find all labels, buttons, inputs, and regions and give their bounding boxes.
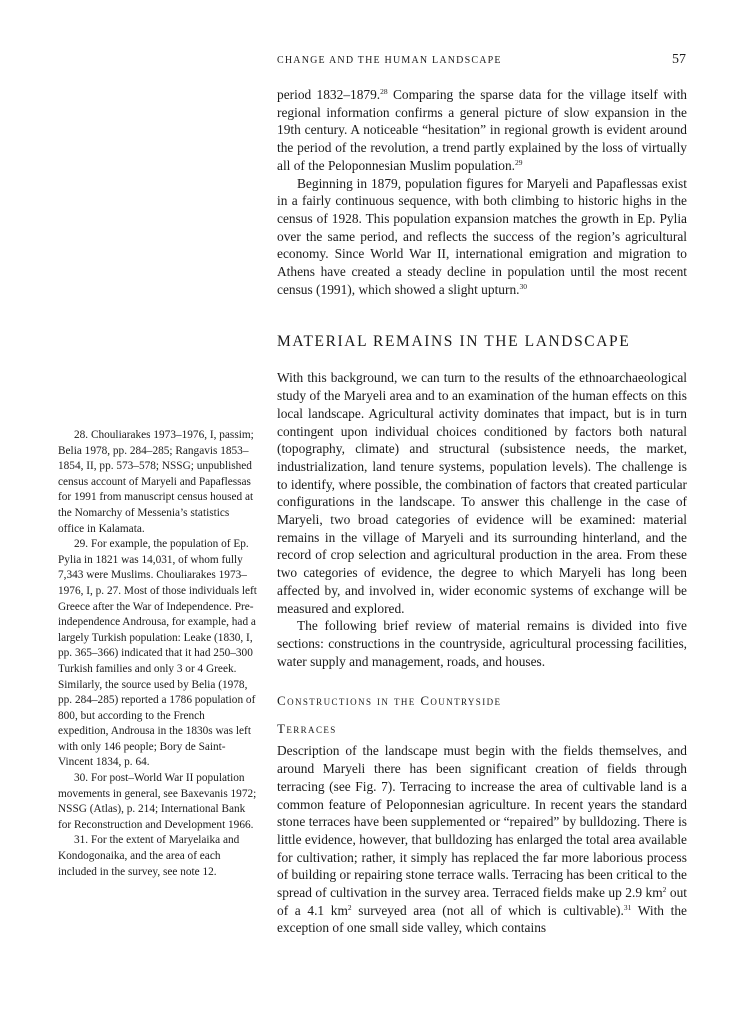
footnote-29: 29. For example, the population of Ep. Pylia in 1821 was 14,031, of whom fully 7,343 were Muslims. Chouliarakes 1973–1976, I, p. 27. Most of those individuals left Greece after the War of Independence. Pre-independence Androusa, for example, had a largely Turkish population: Leake (1830, I, pp. 365–366) indicated that it had 250–300 Turkish families and only 3 or 4 Greek. Similarly, the source used by Belia (1978, pp. 284–285) reported a 1786 population of 800, but according to the French expedition, Androusa in the 1830s was left with only 146 people; Bory de Saint-Vincent 1834, p. 64. <box>58 538 257 769</box>
note-ref-30[interactable]: 30 <box>519 281 527 291</box>
running-head: CHANGE AND THE HUMAN LANDSCAPE <box>277 55 502 66</box>
subsection-heading: Constructions in the Countryside <box>277 693 502 709</box>
paragraph-1: period 1832–1879.28 Comparing the sparse data for the village itself with regional information confirms a general picture of slow expansion in the 19th century. A noticeable “hesitation” in regional growth is evident around the period of the revolution, a trend partly explained by the loss of virtually all of the Peloponnesian Muslim population.$^{29}$ <box>277 87 687 173</box>
paragraph-2: Beginning in 1879, population figures for Maryeli and Papaflessas exist in a fairly continuous sequence, with both climbing to historic highs in the census of 1928. This population expansion matches the growth in Ep. Pylia over the same period, and reflects the success of the region’s agricultural economy. Since World War II, international emigration and migration to Athens have created a steady decline in population until the most recent census (1991), which showed a slight upturn.$^{30}$ <box>277 175 687 297</box>
page-number: 57 <box>672 52 686 67</box>
side-notes <box>58 428 258 880</box>
note-ref-31[interactable]: 31 <box>623 902 632 912</box>
note-ref-29[interactable]: 29 <box>515 157 523 167</box>
subsubsection-heading: Terraces <box>277 721 337 737</box>
note-ref-28[interactable]: 28 <box>380 87 388 96</box>
paragraph-4: The following brief review of material remains is divided into five sections: constructions in the countryside, agricultural processing facilities, water supply and management, roads, and houses. <box>277 618 687 669</box>
paragraph-5: Description of the landscape must begin with the fields themselves, and around Maryeli there has been significant creation of fields through terracing (see Fig. 7). Terracing to increase the area of cultivable land is a common feature of Peloponnesian agriculture. In recent years the standard stone terraces have been supplemented or “repaired” by bulldozing. There is little evidence, however, that bulldozing has enlarged the total area available for cultivation; rather, it simply has replaced the far more laborious process of building or repairing stone terrace walls. Terracing has been critical to the spread of cultivation in the survey area. Terraced fields make up 2.9 $km^2$ out of a 4.1 $km^2$ surveyed area (not all of which is cultivable).$^{31}$ With the exception of one small side valley, which contains <box>277 743 687 936</box>
footnote-28: 28. Chouliarakes 1973–1976, I, passim; Belia 1978, pp. 284–285; Rangavis 1853–1854, II, pp. 573–578; NSSG; unpublished census account of Maryeli and Papaflessas for 1991 from manuscript census housed at the Nomarchy of Messenia’s statistics office in Kalamata. <box>58 429 254 535</box>
page-header <box>0 52 742 72</box>
footnote-31: 31. For the extent of Maryelaika and Kondogonaika, and the area of each included in the survey, see note 12. <box>58 834 240 878</box>
footnote-30: 30. For post–World War II population movements in general, see Baxevanis 1972; NSSG (Atlas), p. 214; International Bank for Reconstruction and Development 1966. <box>58 772 257 831</box>
paragraph-3: With this background, we can turn to the results of the ethnoarchaeological study of the Maryeli area and to an examination of the human effects on this local landscape. Agricultural activity dominates that impact, but is in turn contingent upon individual choices conditioned by factors both natural (topography, climate) and structural (subsistence needs, the market, industrialization, land tenure systems, population levels). The challenge is to identify, where possible, the combination of factors that created particular configurations in the landscape. To answer this challenge in the case of Maryeli, two broad categories of evidence will be examined: material remains in the village of Maryeli and its surrounding hinterland, and the record of crop selection and agricultural production in the area. From these two categories of evidence, the degree to which Maryeli has long been affected by, and involved in, wider economic systems of exchange will be measured and explored. <box>277 370 687 616</box>
main-text-column <box>277 86 687 937</box>
section-heading: MATERIAL REMAINS IN THE LANDSCAPE <box>277 333 631 351</box>
